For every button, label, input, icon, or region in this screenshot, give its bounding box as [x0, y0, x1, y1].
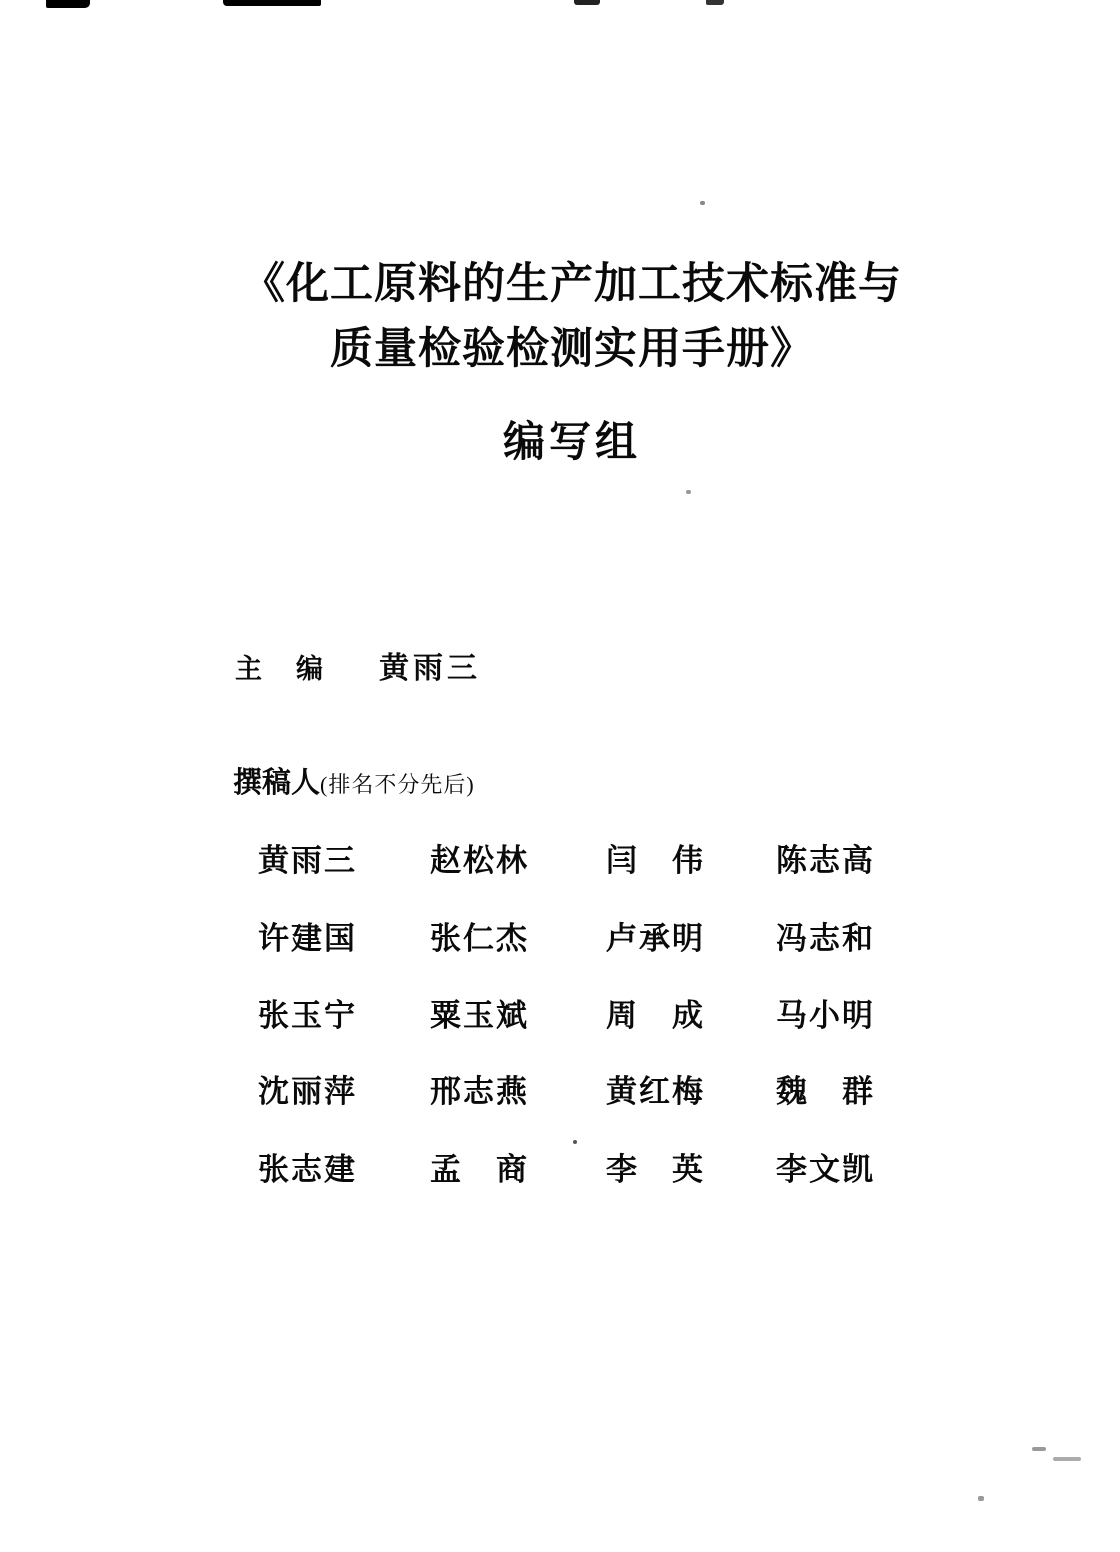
contributors-label: 撰稿人	[233, 767, 321, 799]
scan-speck-6	[978, 1496, 984, 1501]
contributor-name: 张志建	[258, 1152, 357, 1187]
contributor-name: 张玉宁	[258, 998, 357, 1033]
chief-editor-name: 黄雨三	[379, 652, 481, 685]
scan-speck-1	[700, 201, 705, 205]
contributor-name: 黄红梅	[606, 1074, 705, 1109]
contributors-heading	[233, 760, 475, 801]
contributor-name: 马小明	[776, 998, 875, 1033]
book-title-line2: 质量检验检测实用手册》	[330, 325, 814, 373]
scan-artifact-top-3	[574, 0, 600, 5]
contributor-name: 张仁杰	[430, 921, 529, 956]
contributor-row	[0, 990, 1120, 1033]
contributor-name: 陈志高	[776, 843, 875, 878]
book-title-line1: 《化工原料的生产加工技术标准与	[242, 260, 902, 308]
contributor-name: 邢志燕	[430, 1074, 529, 1109]
contributor-name: 卢承明	[606, 921, 705, 956]
scan-artifact-top-2	[223, 0, 321, 6]
contributor-name: 黄雨三	[258, 843, 357, 878]
contributor-name: 孟 商	[430, 1152, 529, 1187]
contributor-name: 李 英	[606, 1152, 705, 1187]
chief-editor-label-part2: 编	[296, 654, 323, 684]
contributor-name: 李文凯	[776, 1152, 875, 1187]
contributor-row	[0, 1066, 1120, 1109]
contributors-note: (排名不分先后)	[320, 772, 475, 797]
chief-editor-line	[235, 643, 481, 687]
scan-speck-5	[1053, 1457, 1081, 1461]
chief-editor-label-part1: 主	[235, 654, 262, 684]
contributor-row	[0, 1144, 1120, 1187]
contributor-row	[0, 913, 1120, 956]
contributor-name: 赵松林	[430, 843, 529, 878]
contributor-name: 魏 群	[776, 1074, 875, 1109]
title-block	[12, 252, 1120, 466]
contributor-name: 闫 伟	[606, 843, 705, 878]
contributor-name: 粟玉斌	[430, 998, 529, 1033]
contributor-name: 许建国	[258, 921, 357, 956]
scan-speck-2	[686, 490, 691, 494]
scan-speck-4	[1032, 1447, 1046, 1451]
contributor-row	[0, 835, 1120, 878]
contributor-name: 沈丽萍	[258, 1074, 357, 1109]
scan-artifact-top-1	[46, 0, 90, 8]
contributor-name: 冯志和	[776, 921, 875, 956]
editorial-group-label: 编写组	[502, 418, 641, 465]
scan-artifact-top-4	[706, 0, 724, 5]
contributor-name: 周 成	[606, 998, 705, 1033]
